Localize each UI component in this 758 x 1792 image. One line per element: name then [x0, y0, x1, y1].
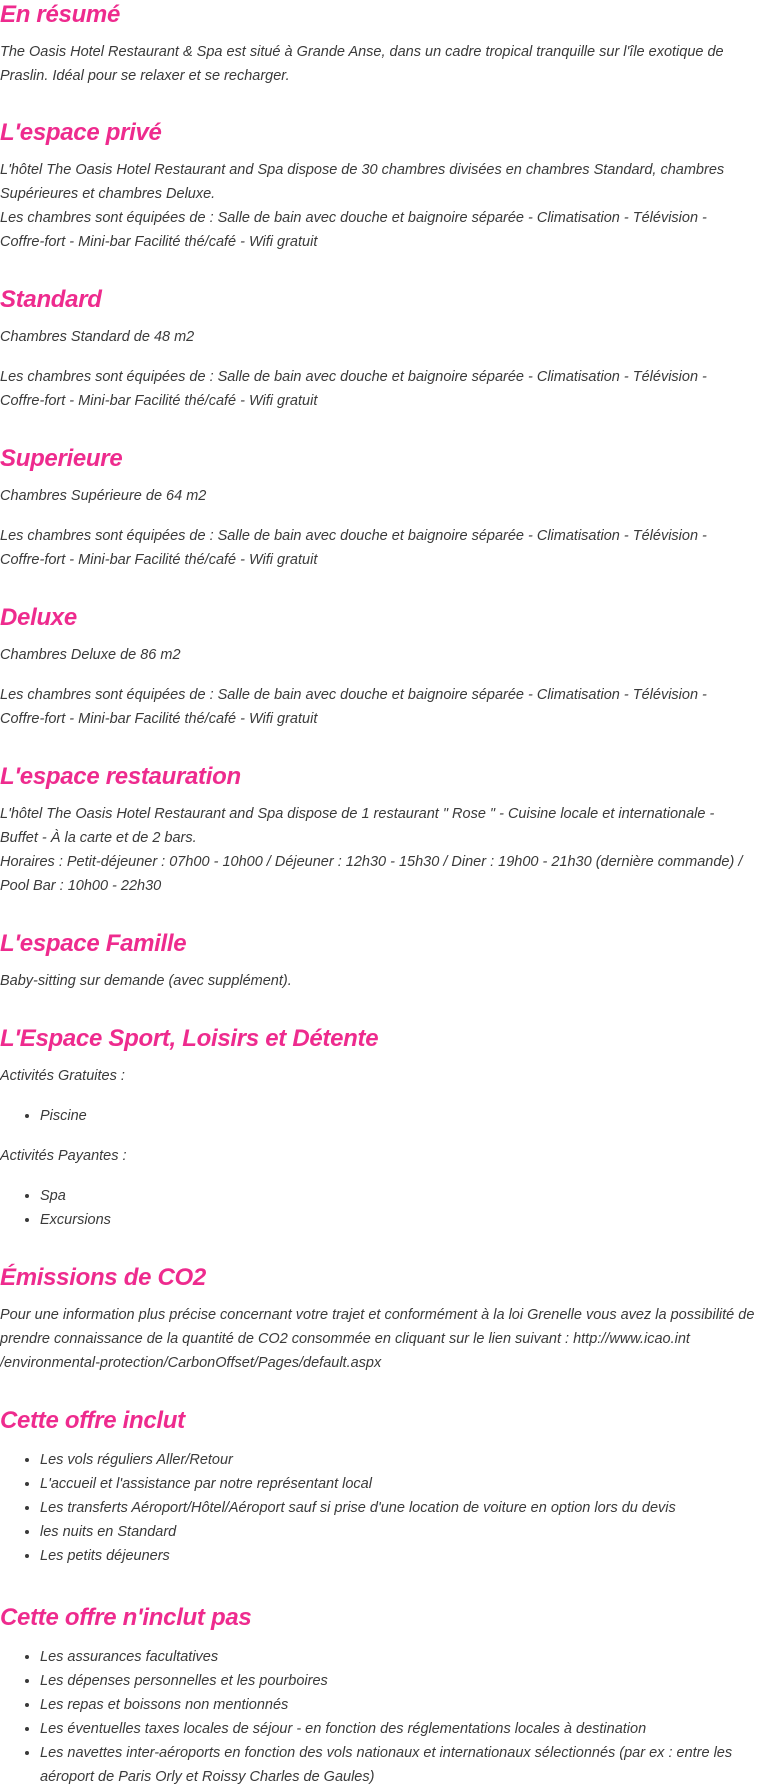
standard-equipment: Les chambres sont équipées de : Salle de bain avec douche et baignoire séparée - Climatisation - Télévision - Coffre-fort - Mini-bar Facilité thé/café - Wifi gratuit: [0, 369, 707, 409]
sport-paid-label: Activités Payantes :: [0, 1148, 127, 1164]
section-sport: [0, 1024, 755, 1232]
section-standard: [0, 285, 755, 413]
section-title-espace-prive: L'espace privé: [0, 119, 162, 146]
section-superieure: [0, 444, 755, 572]
superieure-equipment: Les chambres sont équipées de : Salle de bain avec douche et baignoire séparée - Climatisation - Télévision - Coffre-fort - Mini-bar Facilité thé/café - Wifi gratuit: [0, 528, 707, 568]
list-item: • Les repas et boissons non mentionnés: [40, 1693, 755, 1717]
espace-prive-text: L'hôtel The Oasis Hotel Restaurant and Spa dispose de 30 chambres divisées en chambres Standard, chambres Supérieures et chambres Deluxe.: [0, 162, 725, 202]
section-title-deluxe: Deluxe: [0, 604, 77, 631]
ninclut-list: [0, 1645, 755, 1789]
list-item: • les nuits en Standard: [40, 1520, 755, 1544]
restauration-text: L'hôtel The Oasis Hotel Restaurant and Spa dispose de 1 restaurant " Rose " - Cuisine locale et internationale - Buffet - À la carte et de 2 bars.: [0, 806, 715, 846]
section-title-standard: Standard: [0, 286, 102, 313]
section-title-co2: Émissions de CO2: [0, 1264, 206, 1291]
famille-text: Baby-sitting sur demande (avec supplément).: [0, 973, 292, 989]
list-item: • Les navettes inter-aéroports en fonction des vols nationaux et internationaux sélectionnés (par ex : entre les aéroport de Paris Orly et Roissy Charles de Gaules): [40, 1741, 755, 1789]
list-item: • Spa: [40, 1184, 755, 1208]
section-deluxe: [0, 603, 755, 731]
section-title-resume: En résumé: [0, 1, 121, 28]
inclut-list: [0, 1448, 755, 1568]
section-title-sport: L'Espace Sport, Loisirs et Détente: [0, 1025, 379, 1052]
section-title-inclut: Cette offre inclut: [0, 1407, 185, 1434]
section-inclut: [0, 1406, 755, 1568]
section-title-ninclut: Cette offre n'inclut pas: [0, 1604, 252, 1631]
list-item: • L'accueil et l'assistance par notre représentant local: [40, 1472, 755, 1496]
list-item: • Les transferts Aéroport/Hôtel/Aéroport sauf si prise d'une location de voiture en option lors du devis: [40, 1496, 755, 1520]
co2-text: Pour une information plus précise concernant votre trajet et conformément à la loi Grenelle vous avez la possibilité de prendre connaissance de la quantité de CO2 consommée en cliquant sur le lien suivant : http://www.icao.int /environmental-protection/CarbonOffset/Pages/default.aspx: [0, 1307, 755, 1371]
deluxe-size: Chambres Deluxe de 86 m2: [0, 647, 181, 663]
list-item: • Les petits déjeuners: [40, 1544, 755, 1568]
sport-free-list: [0, 1104, 755, 1128]
section-title-restauration: L'espace restauration: [0, 763, 241, 790]
list-item: • Les éventuelles taxes locales de séjour - en fonction des réglementations locales à destination: [40, 1717, 755, 1741]
sport-free-label: Activités Gratuites :: [0, 1068, 125, 1084]
list-item: • Les vols réguliers Aller/Retour: [40, 1448, 755, 1472]
list-item: • Piscine: [40, 1104, 755, 1128]
section-co2: [0, 1263, 755, 1375]
section-title-superieure: Superieure: [0, 445, 123, 472]
section-ninclut: [0, 1603, 755, 1789]
deluxe-equipment: Les chambres sont équipées de : Salle de bain avec douche et baignoire séparée - Climatisation - Télévision - Coffre-fort - Mini-bar Facilité thé/café - Wifi gratuit: [0, 687, 707, 727]
section-espace-prive: [0, 118, 755, 254]
superieure-size: Chambres Supérieure de 64 m2: [0, 488, 207, 504]
section-famille: [0, 929, 755, 993]
section-resume: [0, 0, 755, 88]
standard-size: Chambres Standard de 48 m2: [0, 329, 195, 345]
resume-text: The Oasis Hotel Restaurant & Spa est situé à Grande Anse, dans un cadre tropical tranquille sur l'île exotique de Praslin. Idéal pour se relaxer et se recharger.: [0, 44, 724, 84]
restauration-hours: Horaires : Petit-déjeuner : 07h00 - 10h00 / Déjeuner : 12h30 - 15h30 / Diner : 19h00 - 21h30 (dernière commande) / Pool Bar : 10h00 - 22h30: [0, 854, 743, 894]
list-item: • Les dépenses personnelles et les pourboires: [40, 1669, 755, 1693]
sport-paid-list: [0, 1184, 755, 1232]
section-title-famille: L'espace Famille: [0, 930, 187, 957]
espace-prive-equipment: Les chambres sont équipées de : Salle de bain avec douche et baignoire séparée - Climatisation - Télévision - Coffre-fort - Mini-bar Facilité thé/café - Wifi gratuit: [0, 210, 707, 250]
section-restauration: [0, 762, 755, 898]
list-item: • Les assurances facultatives: [40, 1645, 755, 1669]
list-item: • Excursions: [40, 1208, 755, 1232]
